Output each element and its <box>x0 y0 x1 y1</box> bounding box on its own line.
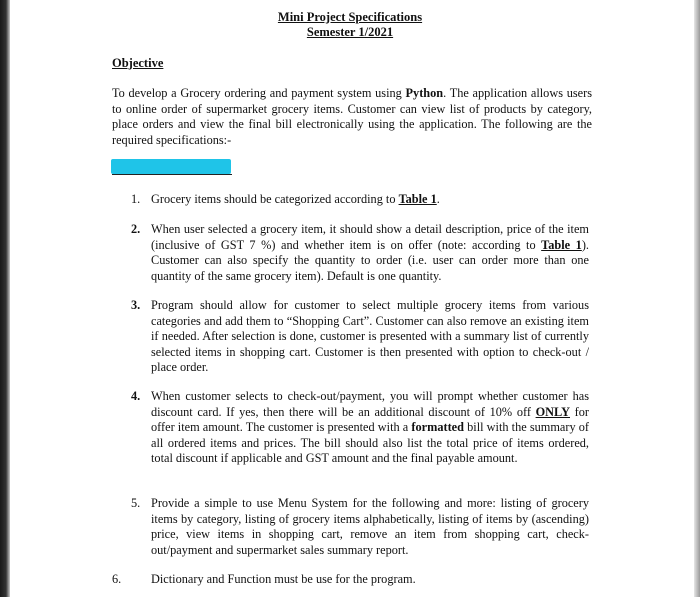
item-text: When user selected a grocery item, it should show a detail description, price of the item (inclusive of GST 7 %) and whether item is on offer (note: according to Table 1). Customer can also specify the quantity to order (i.e. user can order more than one quantity of the same grocery item). Default is one quantity. <box>151 222 589 283</box>
table-1-ref: Table 1 <box>398 192 437 206</box>
redaction-highlight <box>111 159 231 174</box>
item-number: 6. <box>112 572 122 586</box>
objective-heading: Objective <box>112 56 164 70</box>
document-title <box>0 10 700 40</box>
item-number: 5. <box>131 496 141 510</box>
item-number: 3. <box>131 298 141 312</box>
title-line-2: Semester 1/2021 <box>306 25 394 39</box>
table-1-ref: Table 1 <box>541 237 582 252</box>
item-text: When customer selects to check-out/payment, you will prompt whether customer has discount card. If yes, then there will be an additional discount of 10% off ONLY for offer item amount. The customer is presented with a formatted bill with the summary of all ordered items and prices. The bill should also list the total price of items ordered, total discount if applicable and GST amount and the final payable amount. <box>151 389 589 466</box>
item-text: Dictionary and Function must be use for the program. <box>151 572 416 586</box>
objective-paragraph <box>112 86 592 148</box>
item-text: Provide a simple to use Menu System for the following and more: listing of grocery items by category, listing of grocery items alphabetically, listing of items by (ascending) price, view items in shopping cart, remove an item from shopping cart, check-out/payment and supermarket sales summary report. <box>151 496 589 557</box>
objective-text-1: To develop a Grocery ordering and payment system using <box>112 86 406 100</box>
objective-python: Python <box>405 86 444 100</box>
item-number: 2. <box>131 222 141 236</box>
item-number: 1. <box>131 192 141 206</box>
redaction-underline <box>112 174 232 175</box>
item-number: 4. <box>131 389 141 403</box>
formatted-emphasis: formatted <box>411 420 464 435</box>
only-emphasis: ONLY <box>535 404 570 419</box>
objective-text-2: . The application allows users to online order of supermarket grocery items. Customer can view list of products by category, place orders and view the final bill electronically using the application. The following are the required specifications:- <box>112 86 592 147</box>
item-text: Program should allow for customer to select multiple grocery items from various categories and add them to “Shopping Cart”. Customer can also remove an existing item if needed. After selection is done, customer is presented with a summary list of currently selected items in shopping cart. Customer is then presented with option to check-out / place order. <box>151 298 589 375</box>
page-edge-shadow-right <box>694 0 700 597</box>
item-text: Grocery items should be categorized according to Table 1. <box>151 192 440 206</box>
page-edge-shadow <box>0 0 10 597</box>
title-line-1: Mini Project Specifications <box>277 10 423 24</box>
